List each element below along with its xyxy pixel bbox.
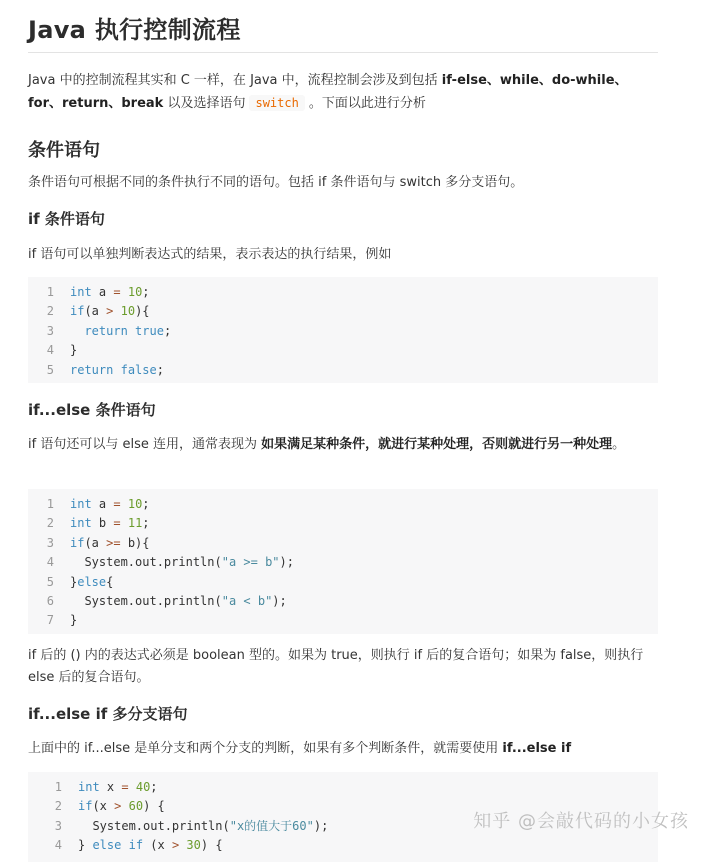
code-text: } [70,343,78,358]
ifelse-desc-bold: 如果满足某种条件，就进行某种处理，否则就进行另一种处理 [261,437,613,452]
code-text: if(a >= b){ [70,535,150,550]
code-line [28,553,658,572]
ifelse-desc-text: if 语句还可以与 else 连用，通常表现为 [28,437,262,452]
code-line [28,341,658,360]
code-line [28,361,658,380]
intro-text-3: 。下面以此进行分析 [308,96,426,111]
code-block-ifelse [28,489,658,634]
section-heading-ifelse: if...else 条件语句 [28,401,156,419]
code-text: } else if (x > 30) { [78,838,223,853]
code-line [28,778,658,797]
watermark: 知乎 @会敲代码的小女孩 [473,811,689,832]
code-line [28,322,658,341]
line-number: 2 [46,516,54,531]
code-text: int x = 40; [78,780,158,794]
code-text: System.out.println("a < b"); [70,593,287,608]
ifelse-desc-end: 。 [612,437,626,452]
line-number: 4 [46,555,54,570]
code-line [28,611,658,630]
line-number: 1 [46,285,54,299]
elseif-desc-text: 上面中的 if...else 是单分支和两个分支的判断，如果有多个判断条件，就需要使用 [28,741,503,756]
code-text: }else{ [70,574,114,589]
line-number: 7 [46,613,54,628]
code-line [28,514,658,533]
code-line [28,836,658,855]
if-description: if 语句可以单独判断表达式的结果，表示表达的执行结果，例如 [28,247,392,262]
code-text: int a = 10; [70,497,150,511]
code-text: if(x > 60) { [78,799,165,814]
inline-code-switch: switch [249,95,304,111]
ifelse-after-paragraph: if 后的 () 内的表达式必须是 boolean 型的。如果为 true，则执行 if 后的复合语句；如果为 false，则执行 else 后的复合语句。 [28,648,644,685]
code-text: return true; [84,323,172,338]
intro-paragraph [28,70,658,115]
ifelse-description [28,434,658,456]
section-heading-if: if 条件语句 [28,210,105,228]
section-heading-conditions: 条件语句 [28,140,100,161]
intro-text-2: 以及选择语句 [163,96,246,111]
intro-bold-2: for、return、break [28,96,164,111]
code-text: System.out.println("a >= b"); [70,555,294,570]
line-number: 2 [46,304,54,319]
code-line [28,573,658,592]
code-line [28,302,658,321]
section-heading-elseif: if...else if 多分支语句 [28,705,188,723]
code-line [28,495,658,514]
line-number: 3 [46,323,54,338]
code-block-if [28,277,658,383]
line-number: 2 [54,799,62,814]
code-line [28,534,658,553]
code-text: return false; [70,362,164,377]
line-number: 3 [54,818,62,833]
conditions-description: 条件语句可根据不同的条件执行不同的语句。包括 if 条件语句与 switch 多分支语句。 [28,175,524,190]
code-text: } [70,613,78,628]
line-number: 1 [46,497,54,511]
code-text: int b = 11; [70,516,150,531]
intro-text-1: Java 中的控制流程其实和 C 一样，在 Java 中，流程控制会涉及到包括 [28,73,442,88]
line-number: 5 [46,362,54,377]
code-line [28,592,658,611]
page-title: Java 执行控制流程 [28,16,241,44]
elseif-description [28,738,658,760]
code-text: System.out.println("x的值大于60"); [78,818,329,833]
title-divider [28,52,658,53]
line-number: 4 [54,838,62,853]
line-number: 5 [46,574,54,589]
line-number: 1 [54,780,62,794]
code-text: if(a > 10){ [70,304,150,319]
line-number: 4 [46,343,54,358]
elseif-desc-bold: if...else if [502,741,572,756]
intro-bold-1: if-else、while、do-while、 [441,73,628,88]
code-line [28,283,658,302]
line-number: 6 [46,593,54,608]
code-text: int a = 10; [70,285,150,299]
line-number: 3 [46,535,54,550]
